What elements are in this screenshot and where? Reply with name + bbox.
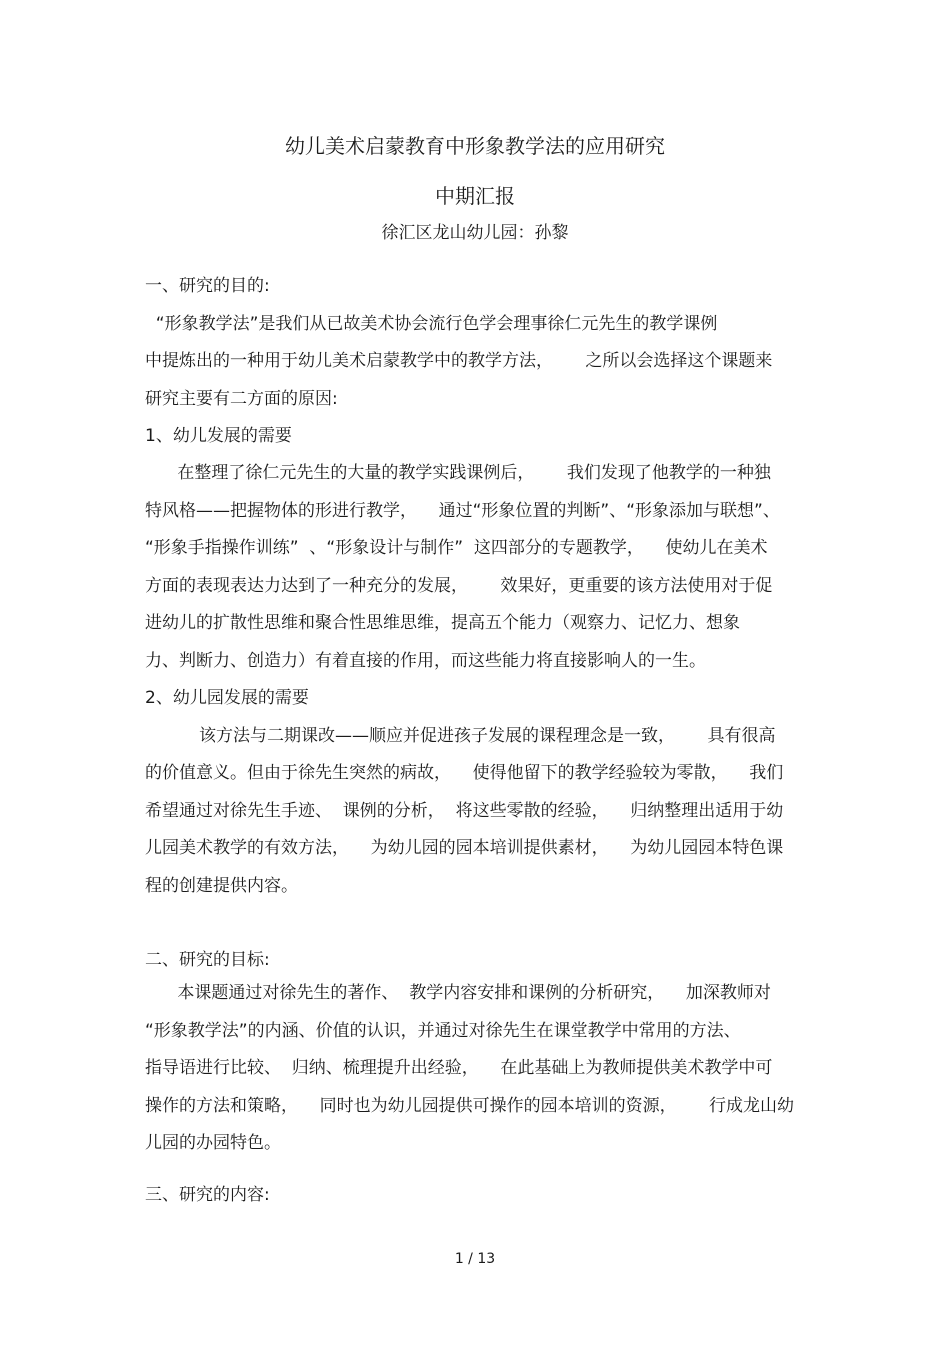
paragraph-line: 中提炼出的一种用于幼儿美术启蒙教学中的教学方法， 之所以会选择这个课题来 [145,351,773,371]
paragraph-line: 方面的表现表达力达到了一种充分的发展， 效果好，更重要的该方法使用对于促 [145,576,773,596]
document-title: 幼儿美术启蒙教育中形象教学法的应用研究 [285,134,665,158]
paragraph-line: 进幼儿的扩散性思维和聚合性思维思维，提高五个能力（观察力、记忆力、想象 [145,613,740,633]
paragraph-line: 的价值意义。但由于徐先生突然的病故， 使得他留下的教学经验较为零散， 我们 [145,763,784,783]
paragraph-line: “形象教学法”的内涵、价值的认识，并通过对徐先生在课堂教学中常用的方法、 [145,1021,741,1041]
paragraph-line: 本课题通过对徐先生的著作、 教学内容安排和课例的分析研究， 加深教师对 [145,983,771,1003]
section-heading: 二、研究的目标: [145,950,270,970]
paragraph-line: 儿园的办园特色。 [145,1133,281,1153]
paragraph-line: 儿园美术教学的有效方法， 为幼儿园的园本培训提供素材， 为幼儿园园本特色课 [145,838,784,858]
paragraph-line: 操作的方法和策略， 同时也为幼儿园提供可操作的园本培训的资源， 行成龙山幼 [145,1096,795,1116]
paragraph-line: 在整理了徐仁元先生的大量的教学实践课例后， 我们发现了他教学的一种独 [145,463,771,483]
paragraph-line: 力、判断力、创造力）有着直接的作用，而这些能力将直接影响人的一生。 [145,651,706,671]
page-number: 1 / 13 [454,1251,496,1267]
section-heading: 三、研究的内容: [145,1185,270,1205]
document-author: 徐汇区龙山幼儿园：孙黎 [381,223,569,243]
paragraph-line: 该方法与二期课改——顺应并促进孩子发展的课程理念是一致， 具有很高 [145,726,776,746]
subsection-heading: 2、幼儿园发展的需要 [145,688,309,708]
paragraph-line: 希望通过对徐先生手迹、 课例的分析， 将这些零散的经验， 归纳整理出适用于幼 [145,801,784,821]
subsection-heading: 1、幼儿发展的需要 [145,426,292,446]
section-heading: 一、研究的目的: [145,276,270,296]
paragraph-line: “形象手指操作训练” 、“形象设计与制作” 这四部分的专题教学， 使幼儿在美术 [145,538,768,558]
paragraph-line: 程的创建提供内容。 [145,876,298,896]
paragraph-line: 研究主要有二方面的原因: [145,389,338,409]
paragraph-line: 特风格——把握物体的形进行教学， 通过“形象位置的判断”、“形象添加与联想”、 [145,501,780,521]
document-subtitle: 中期汇报 [435,184,515,208]
paragraph-line: 指导语进行比较、 归纳、梳理提升出经验， 在此基础上为教师提供美术教学中可 [145,1058,773,1078]
paragraph-line: “形象教学法”是我们从已故美术协会流行色学会理事徐仁元先生的教学课例 [145,314,718,334]
